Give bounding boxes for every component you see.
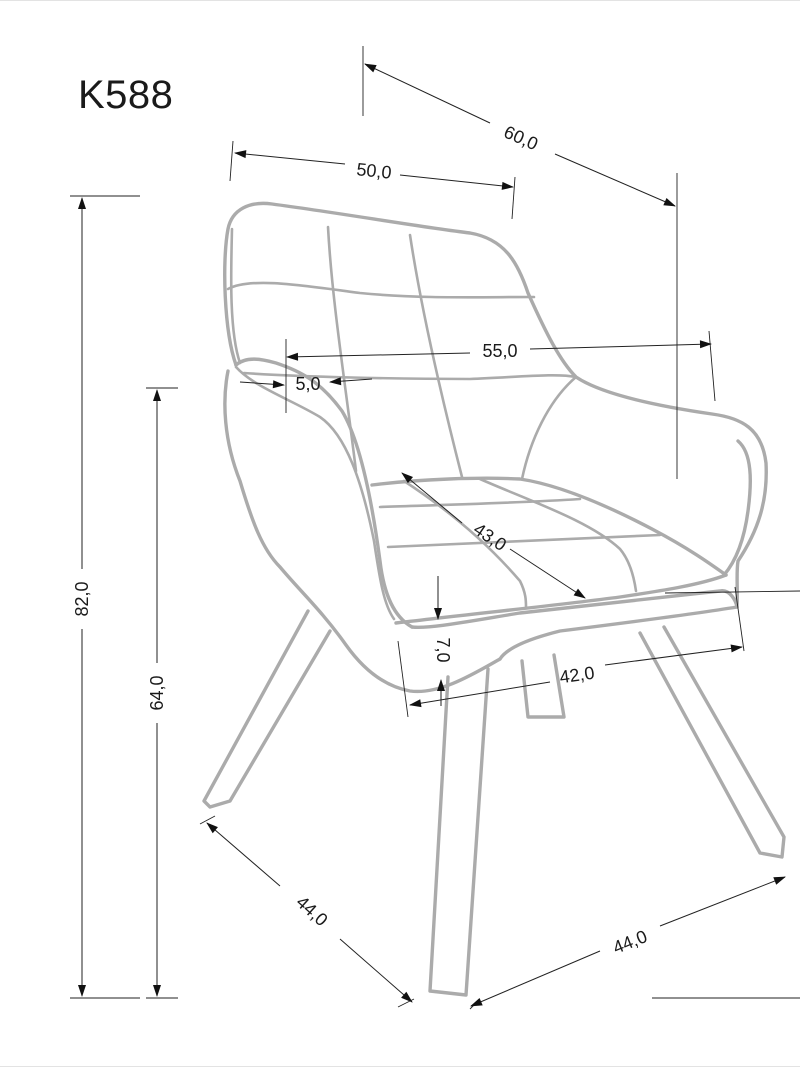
dim-base-depth-label: 44,0 <box>292 891 332 931</box>
model-title: K588 <box>78 73 174 117</box>
dim-height-total-label: 82,0 <box>72 581 92 617</box>
dim-seat-depth-label: 43,0 <box>469 518 511 556</box>
dim-seat-width-label: 42,0 <box>558 662 596 688</box>
dim-seat-thickness-label: 7,0 <box>433 637 453 663</box>
backrest-seam-horizontal <box>228 283 534 297</box>
chair-drawing <box>0 1 800 1068</box>
right-armrest <box>724 441 750 575</box>
dim-depth-total-label: 60,0 <box>500 121 542 155</box>
dim-base-width-label: 44,0 <box>610 926 650 958</box>
left-armrest <box>236 359 412 627</box>
front-center-leg <box>430 669 488 995</box>
front-left-leg <box>204 611 330 807</box>
dim-width-top-label: 50,0 <box>355 159 393 183</box>
dim-width-arms-label: 55,0 <box>482 341 518 361</box>
left-side-panel <box>225 371 500 691</box>
dim-armrest-width-label: 5,0 <box>295 374 321 394</box>
chair-outline <box>204 203 784 995</box>
dimension-lines <box>70 46 800 1009</box>
dim-height-armrest-label: 64,0 <box>147 675 167 711</box>
right-leg <box>640 627 784 857</box>
